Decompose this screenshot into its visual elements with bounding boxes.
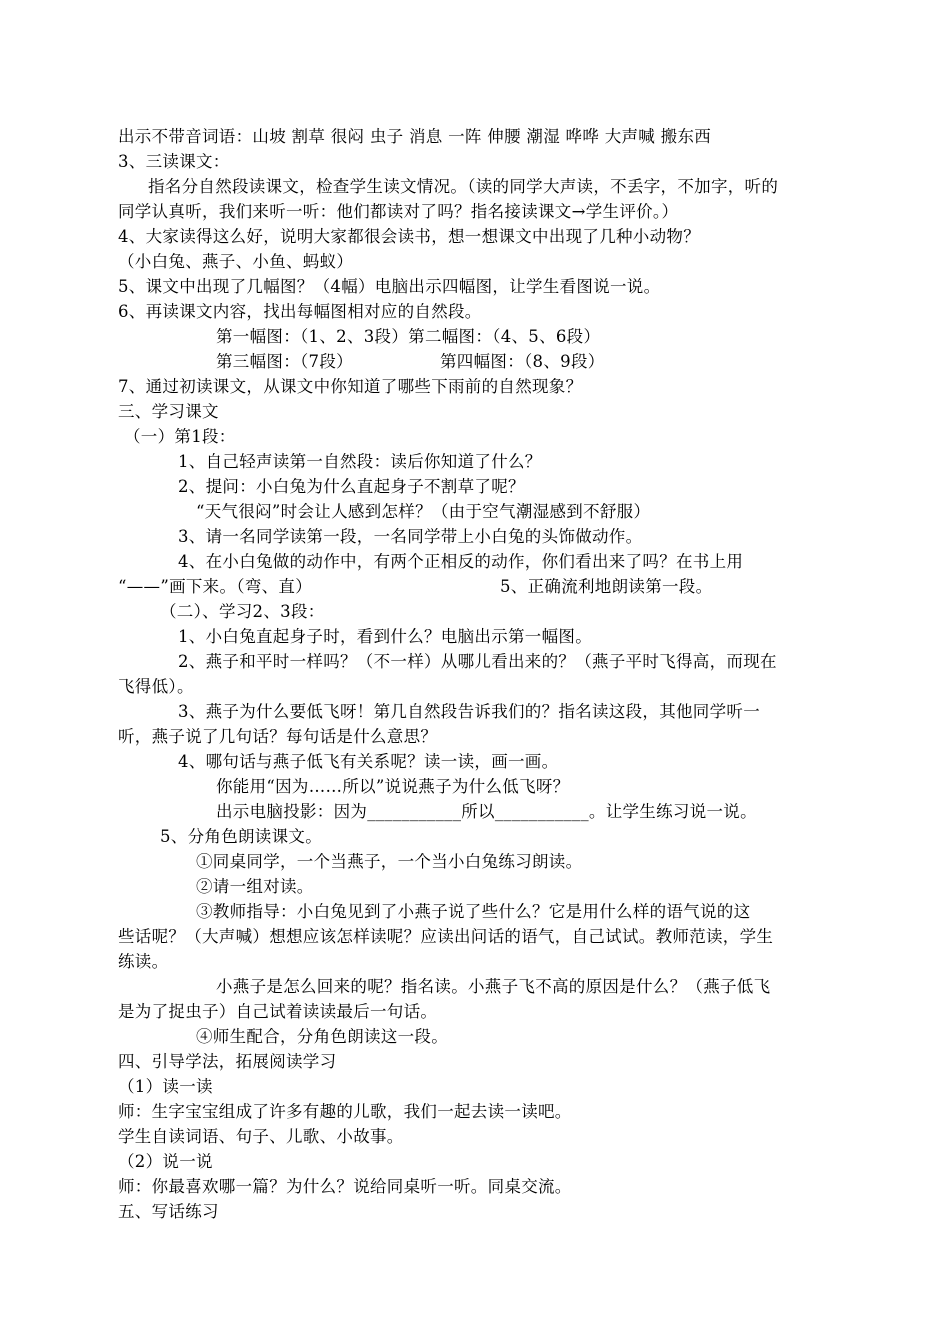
- section-heading: 五、写话练习: [118, 1202, 219, 1221]
- text-line: 第三幅图：（7段）: [216, 352, 353, 371]
- text-line: 7、通过初读课文，从课文中你知道了哪些下雨前的自然现象？: [118, 377, 583, 396]
- text-line: ①同桌同学，一个当燕子，一个当小白兔练习朗读。: [196, 852, 583, 871]
- text-line: 师：你最喜欢哪一篇？为什么？说给同桌听一听。同桌交流。: [118, 1177, 572, 1196]
- text-line: ②请一组对读。: [196, 877, 314, 896]
- text-line: 3、三读课文：: [118, 152, 230, 171]
- text-line: 2、燕子和平时一样吗？（不一样）从哪儿看出来的？（燕子平时飞得高，而现在: [178, 652, 777, 671]
- subsection-heading: （1）读一读: [118, 1077, 213, 1096]
- text-line: 练读。: [118, 952, 169, 971]
- text-line: 5、课文中出现了几幅图？（4幅）电脑出示四幅图，让学生看图说一说。: [118, 277, 661, 296]
- text-line: 6、再读课文内容，找出每幅图相对应的自然段。: [118, 302, 482, 321]
- text-line: 师：生字宝宝组成了许多有趣的儿歌，我们一起去读一读吧。: [118, 1102, 572, 1121]
- text-line: 4、哪句话与燕子低飞有关系呢？读一读，画一画。: [178, 752, 559, 771]
- section-heading: 四、引导学法，拓展阅读学习: [118, 1052, 337, 1071]
- text-line: ④师生配合，分角色朗读这一段。: [196, 1027, 448, 1046]
- text-line: 4、在小白兔做的动作中，有两个正相反的动作，你们看出来了吗？在书上用: [178, 552, 744, 571]
- text-line: 出示电脑投影：因为___________所以___________。让学生练习说一说。: [216, 802, 757, 821]
- text-line: 你能用“因为……所以”说说燕子为什么低飞呀？: [216, 777, 570, 796]
- text-line: 5、分角色朗读课文。: [160, 827, 322, 846]
- text-line: 第一幅图：（1、2、3段）第二幅图：（4、5、6段）: [216, 327, 601, 346]
- text-line: 5、正确流利地朗读第一段。: [500, 577, 713, 596]
- text-line: “——”画下来。（弯、直）: [118, 577, 313, 596]
- subsection-heading: （二）、学习2、3段：: [160, 602, 325, 621]
- text-line: 2、提问：小白兔为什么直起身子不割草了呢？: [178, 477, 525, 496]
- section-heading: 三、学习课文: [118, 402, 219, 421]
- text-line: 小燕子是怎么回来的呢？指名读。小燕子飞不高的原因是什么？（燕子低飞: [216, 977, 771, 996]
- text-line: 指名分自然段读课文，检查学生读文情况。（读的同学大声读，不丢字，不加字，听的: [148, 177, 779, 196]
- text-line: 第四幅图：（8、9段）: [440, 352, 605, 371]
- text-line: 同学认真听，我们来听一听：他们都读对了吗？指名接读课文→学生评价。）: [118, 202, 679, 221]
- text-line: 飞得低）。: [118, 677, 194, 696]
- text-line: 些话呢？（大声喊）想想应该怎样读呢？应读出问话的语气，自己试试。教师范读，学生: [118, 927, 774, 946]
- text-line: 1、小白兔直起身子时，看到什么？电脑出示第一幅图。: [178, 627, 592, 646]
- text-line: 3、燕子为什么要低飞呀！第几自然段告诉我们的？指名读这段，其他同学听一: [178, 702, 760, 721]
- subsection-heading: （2）说一说: [118, 1152, 213, 1171]
- text-line: 1、自己轻声读第一自然段：读后你知道了什么？: [178, 452, 542, 471]
- text-line: （小白兔、燕子、小鱼、蚂蚁）: [118, 252, 354, 271]
- text-line: ③教师指导：小白兔见到了小燕子说了些什么？它是用什么样的语气说的这: [196, 902, 751, 921]
- text-line: 是为了捉虫子）自己试着读读最后一句话。: [118, 1002, 438, 1021]
- subsection-heading: （一）第1段：: [124, 427, 236, 446]
- text-line: 3、请一名同学读第一段，一名同学带上小白兔的头饰做动作。: [178, 527, 643, 546]
- text-line: 出示不带音词语：山坡 割草 很闷 虫子 消息 一阵 伸腰 潮湿 哗哗 大声喊 搬东西: [118, 127, 712, 146]
- text-line: 4、大家读得这么好，说明大家都很会读书，想一想课文中出现了几种小动物？: [118, 227, 700, 246]
- text-line: 学生自读词语、句子、儿歌、小故事。: [118, 1127, 404, 1146]
- text-line: “天气很闷”时会让人感到怎样？（由于空气潮湿感到不舒服）: [196, 502, 651, 521]
- text-line: 听，燕子说了几句话？每句话是什么意思？: [118, 727, 438, 746]
